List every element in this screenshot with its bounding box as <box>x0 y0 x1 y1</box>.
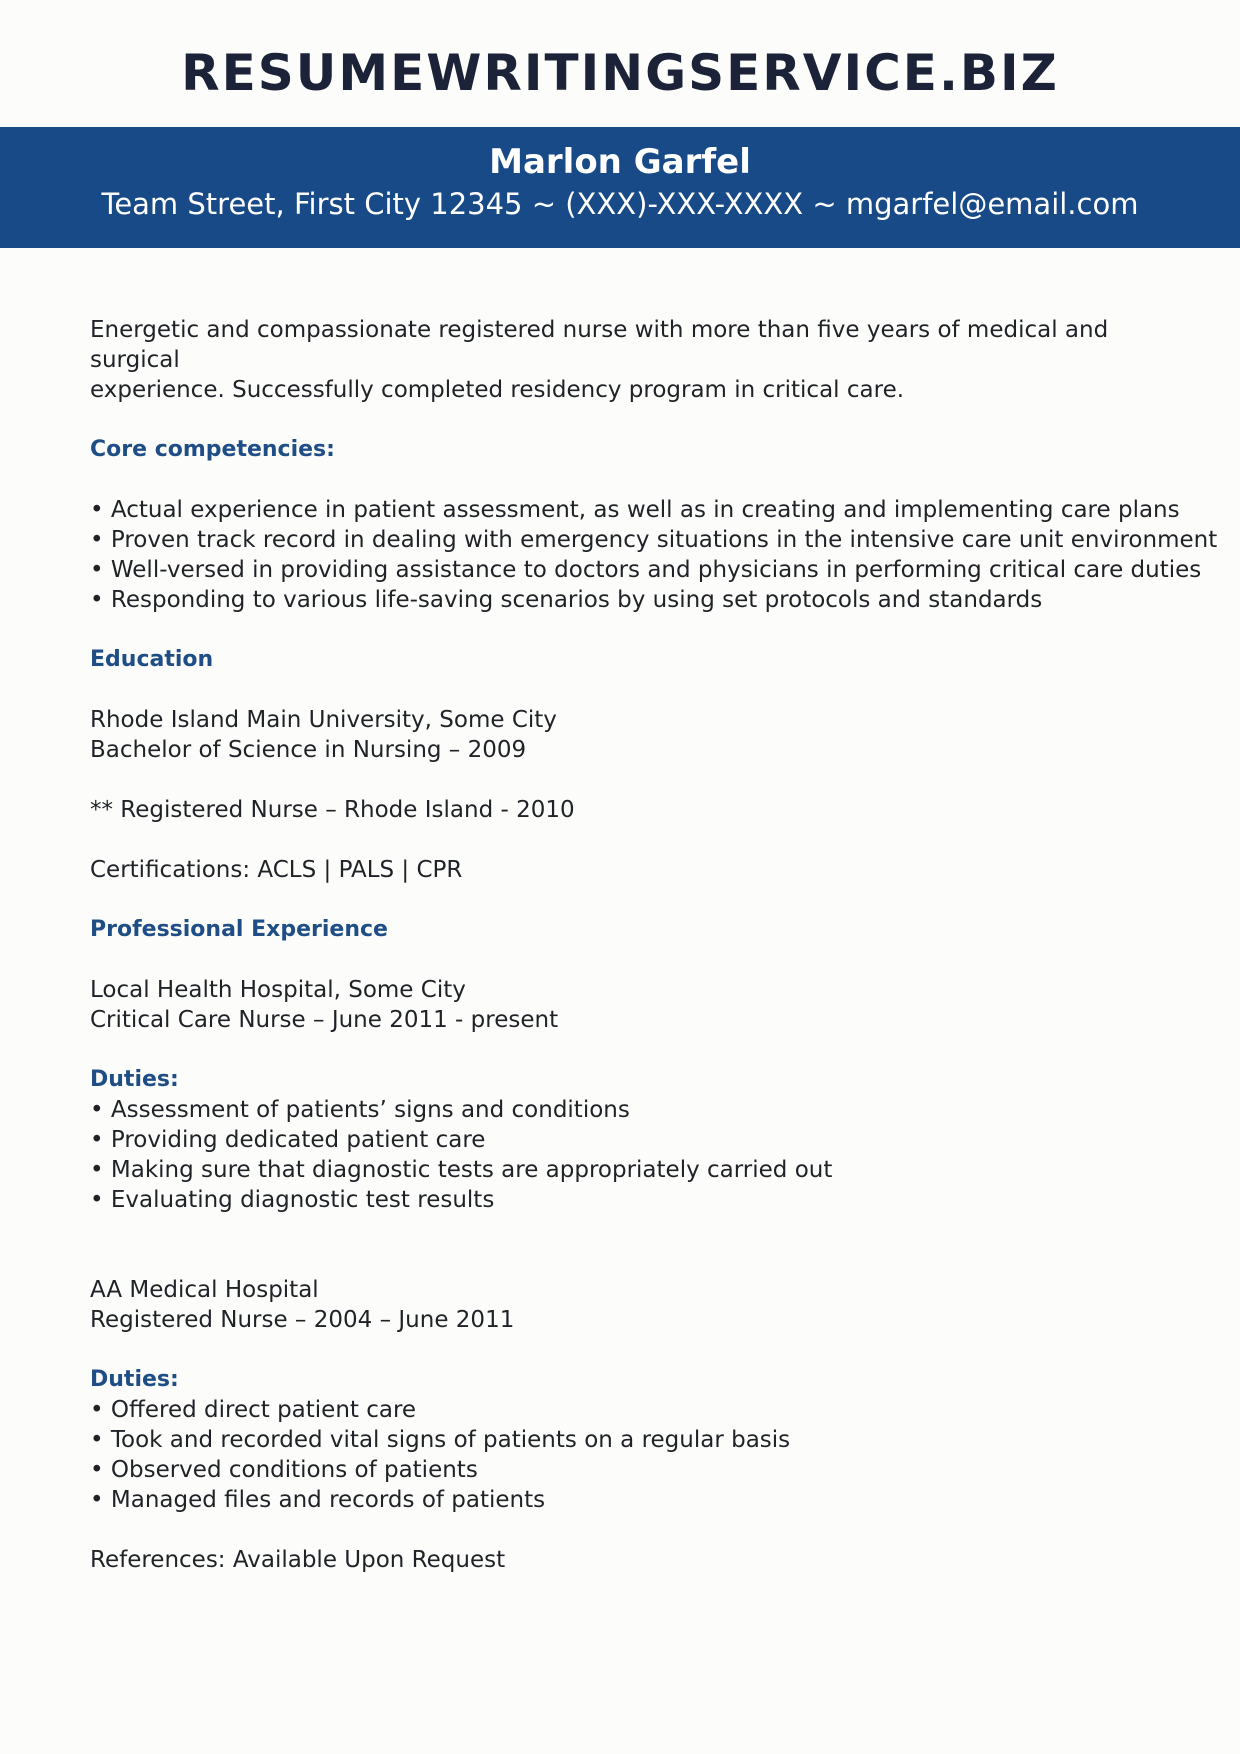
education-school: Rhode Island Main University, Some City <box>90 707 557 733</box>
core-competency-item: • Well-versed in providing assistance to doctors and physicians in performing critical care duties <box>90 555 1170 585</box>
job-employer: Local Health Hospital, Some City <box>90 977 466 1003</box>
contact-line: Team Street, First City 12345 ~ (XXX)-XXX-XXXX ~ mgarfel@email.com <box>101 187 1139 221</box>
references-line: References: Available Upon Request <box>90 1547 506 1573</box>
core-competencies-list <box>90 495 1218 615</box>
duty-item: • Evaluating diagnostic test results <box>90 1185 1170 1215</box>
duty-item: • Took and recorded vital signs of patients on a regular basis <box>90 1425 1170 1455</box>
duty-item: • Assessment of patients’ signs and conditions <box>90 1095 1170 1125</box>
duties-list <box>90 1395 1170 1515</box>
job-role: Critical Care Nurse – June 2011 - present <box>90 1007 559 1033</box>
duty-item: • Providing dedicated patient care <box>90 1125 1170 1155</box>
job-role: Registered Nurse – 2004 – June 2011 <box>90 1307 515 1333</box>
header-band <box>0 127 1240 248</box>
summary-line-2: experience. Successfully completed residency program in critical care. <box>90 377 905 403</box>
duty-item: • Making sure that diagnostic tests are appropriately carried out <box>90 1155 1170 1185</box>
duties-list <box>90 1095 1170 1215</box>
core-competency-item: • Proven track record in dealing with emergency situations in the intensive care unit environment <box>90 525 1170 555</box>
education-license: ** Registered Nurse – Rhode Island - 2010 <box>90 797 575 823</box>
resume-body <box>90 315 1218 1575</box>
core-competency-item: • Actual experience in patient assessment, as well as in creating and implementing care plans <box>90 495 1170 525</box>
duties-heading: Duties: <box>90 1067 179 1092</box>
job-employer: AA Medical Hospital <box>90 1277 319 1303</box>
duty-item: • Observed conditions of patients <box>90 1455 1170 1485</box>
summary-line-1: Energetic and compassionate registered nurse with more than five years of medical and surgical <box>90 317 1109 373</box>
core-competencies-heading: Core competencies: <box>90 437 335 462</box>
candidate-name: Marlon Garfel <box>489 142 751 182</box>
core-competency-item: • Responding to various life-saving scenarios by using set protocols and standards <box>90 585 1170 615</box>
brand-logo-text: RESUMEWRITINGSERVICE.BIZ <box>181 44 1059 102</box>
experience-heading: Professional Experience <box>90 917 388 942</box>
duties-heading: Duties: <box>90 1367 179 1392</box>
education-heading: Education <box>90 647 214 672</box>
education-certifications: Certifications: ACLS | PALS | CPR <box>90 857 463 883</box>
education-degree: Bachelor of Science in Nursing – 2009 <box>90 737 527 763</box>
duty-item: • Managed files and records of patients <box>90 1485 1170 1515</box>
duty-item: • Offered direct patient care <box>90 1395 1170 1425</box>
